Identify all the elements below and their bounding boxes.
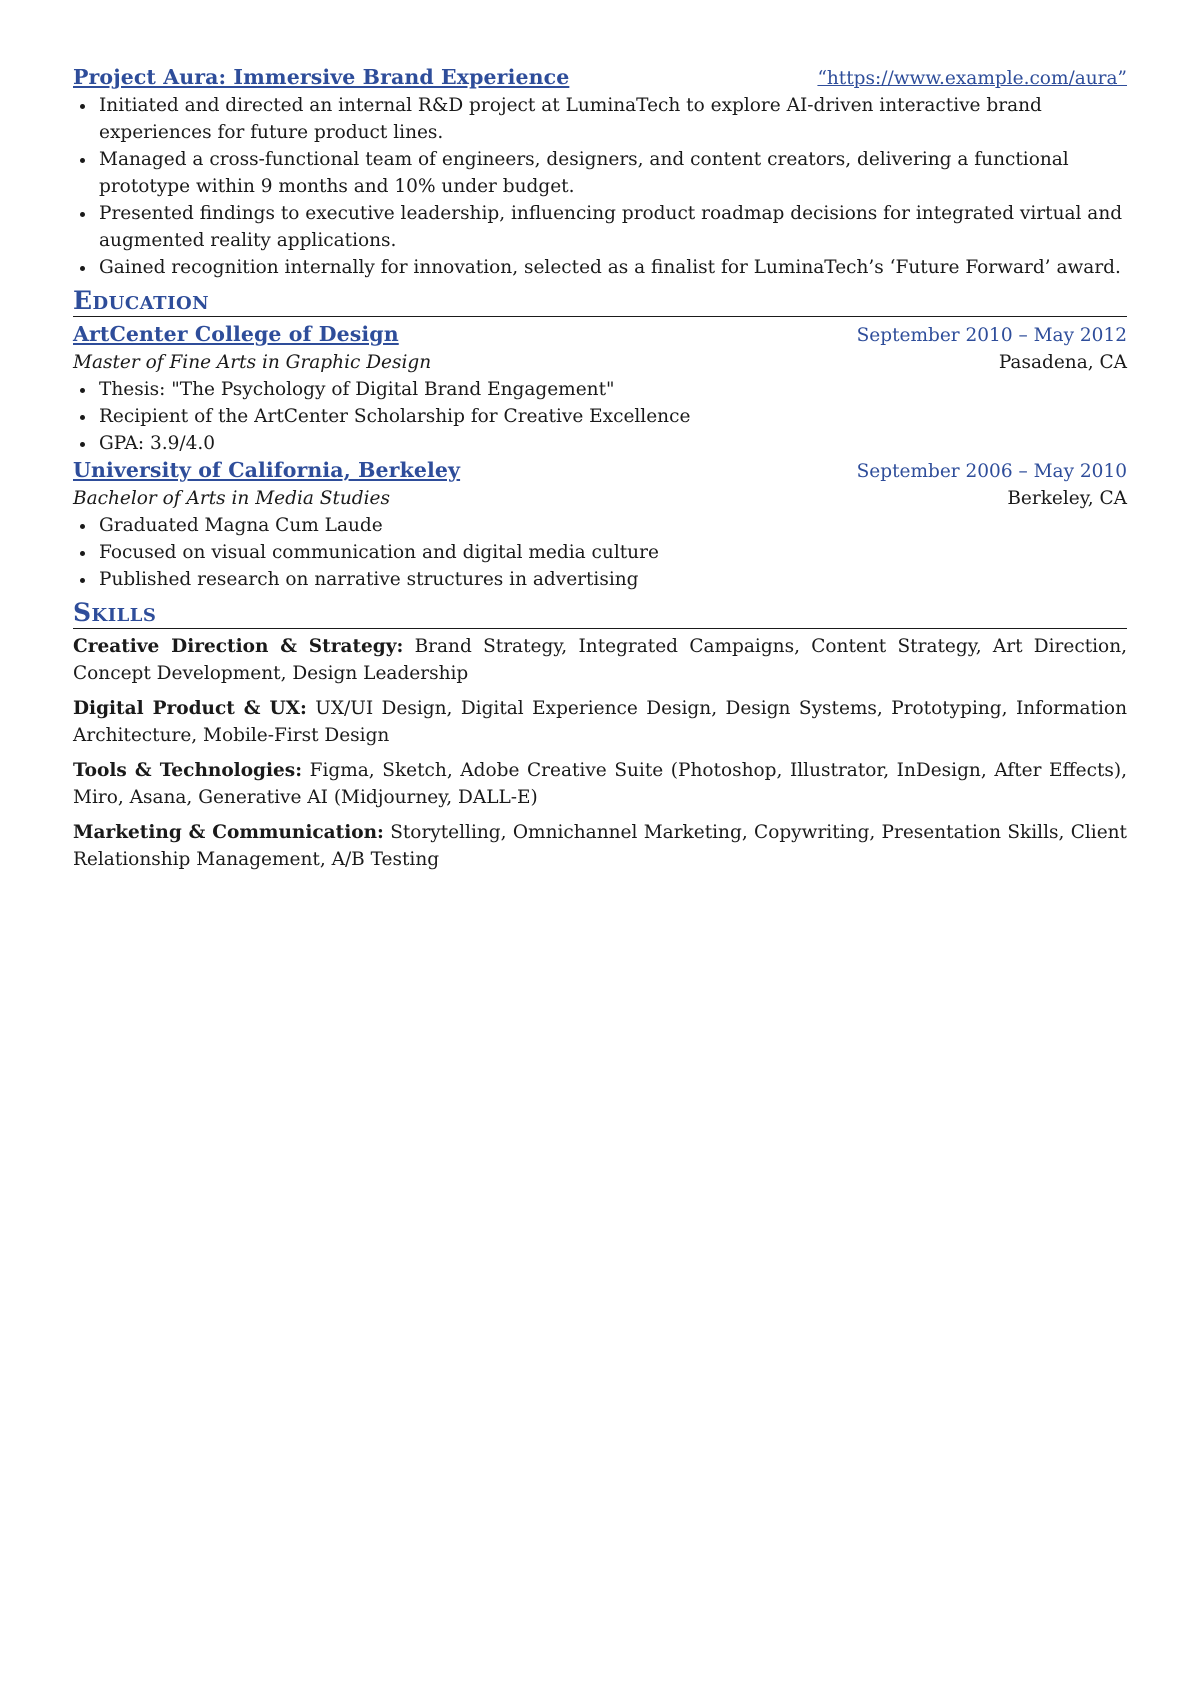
skill-list: Storytelling, Omnichannel Marketing, Copywriting, Presentation Skills, Client Relationship Management, A/B Testing bbox=[73, 822, 1127, 870]
skill-group bbox=[73, 633, 1127, 687]
education-dates: September 2006 – May 2010 bbox=[856, 461, 1127, 482]
education-location: Pasadena, CA bbox=[998, 352, 1127, 373]
list-item: Presented findings to executive leadership, influencing product roadmap decisions for integrated virtual and augmented reality applications. bbox=[99, 200, 1127, 254]
education-entry-header bbox=[73, 321, 1127, 349]
list-item: Thesis: "The Psychology of Digital Brand Engagement" bbox=[99, 376, 1127, 403]
education-entry-subheader bbox=[73, 349, 1127, 376]
education-heading: Education bbox=[73, 287, 1127, 317]
project-title-link[interactable]: Project Aura: Immersive Brand Experience bbox=[73, 65, 570, 89]
skill-list: Brand Strategy, Integrated Campaigns, Content Strategy, Art Direction, Concept Development, Design Leadership bbox=[73, 636, 1127, 684]
degree-title: Master of Fine Arts in Graphic Design bbox=[73, 352, 432, 373]
education-entry-subheader bbox=[73, 485, 1127, 512]
skill-group bbox=[73, 757, 1127, 811]
list-item: Managed a cross-functional team of engineers, designers, and content creators, delivering a functional prototype within 9 months and 10% under budget. bbox=[99, 146, 1127, 200]
skill-list: UX/UI Design, Digital Experience Design, Design Systems, Prototyping, Information Architecture, Mobile-First Design bbox=[73, 698, 1127, 746]
list-item: Gained recognition internally for innovation, selected as a finalist for LuminaTech’s ‘Future Forward’ award. bbox=[99, 254, 1127, 281]
education-entry-header bbox=[73, 457, 1127, 485]
list-item: Graduated Magna Cum Laude bbox=[99, 512, 1127, 539]
skill-category: Marketing & Communication: bbox=[73, 822, 384, 843]
education-location: Berkeley, CA bbox=[1007, 488, 1127, 509]
education-entry bbox=[73, 321, 1127, 457]
list-item: GPA: 3.9/4.0 bbox=[99, 430, 1127, 457]
list-item: Recipient of the ArtCenter Scholarship for Creative Excellence bbox=[99, 403, 1127, 430]
list-item: Initiated and directed an internal R&D project at LuminaTech to explore AI-driven interactive brand experiences for future product lines. bbox=[99, 92, 1127, 146]
skill-group bbox=[73, 819, 1127, 873]
skills-heading: Skills bbox=[73, 599, 1127, 629]
education-entry bbox=[73, 457, 1127, 593]
skill-category: Creative Direction & Strategy: bbox=[73, 636, 404, 657]
list-item: Focused on visual communication and digital media culture bbox=[99, 539, 1127, 566]
list-item: Published research on narrative structures in advertising bbox=[99, 566, 1127, 593]
project-bullet-list bbox=[73, 92, 1127, 281]
degree-title: Bachelor of Arts in Media Studies bbox=[73, 488, 391, 509]
skill-group bbox=[73, 695, 1127, 749]
project-header bbox=[73, 64, 1127, 92]
skill-category: Tools & Technologies: bbox=[73, 760, 303, 781]
school-link[interactable]: University of California, Berkeley bbox=[73, 458, 461, 482]
resume-page bbox=[73, 64, 1127, 881]
skill-list: Figma, Sketch, Adobe Creative Suite (Photoshop, Illustrator, InDesign, After Effects), Miro, Asana, Generative AI (Midjourney, DALL-E) bbox=[73, 760, 1127, 808]
school-link[interactable]: ArtCenter College of Design bbox=[73, 322, 399, 346]
skill-category: Digital Product & UX: bbox=[73, 698, 307, 719]
education-bullet-list bbox=[73, 512, 1127, 593]
education-bullet-list bbox=[73, 376, 1127, 457]
project-url-link[interactable]: “https://www.example.com/aura” bbox=[817, 68, 1127, 89]
education-dates: September 2010 – May 2012 bbox=[856, 325, 1127, 346]
